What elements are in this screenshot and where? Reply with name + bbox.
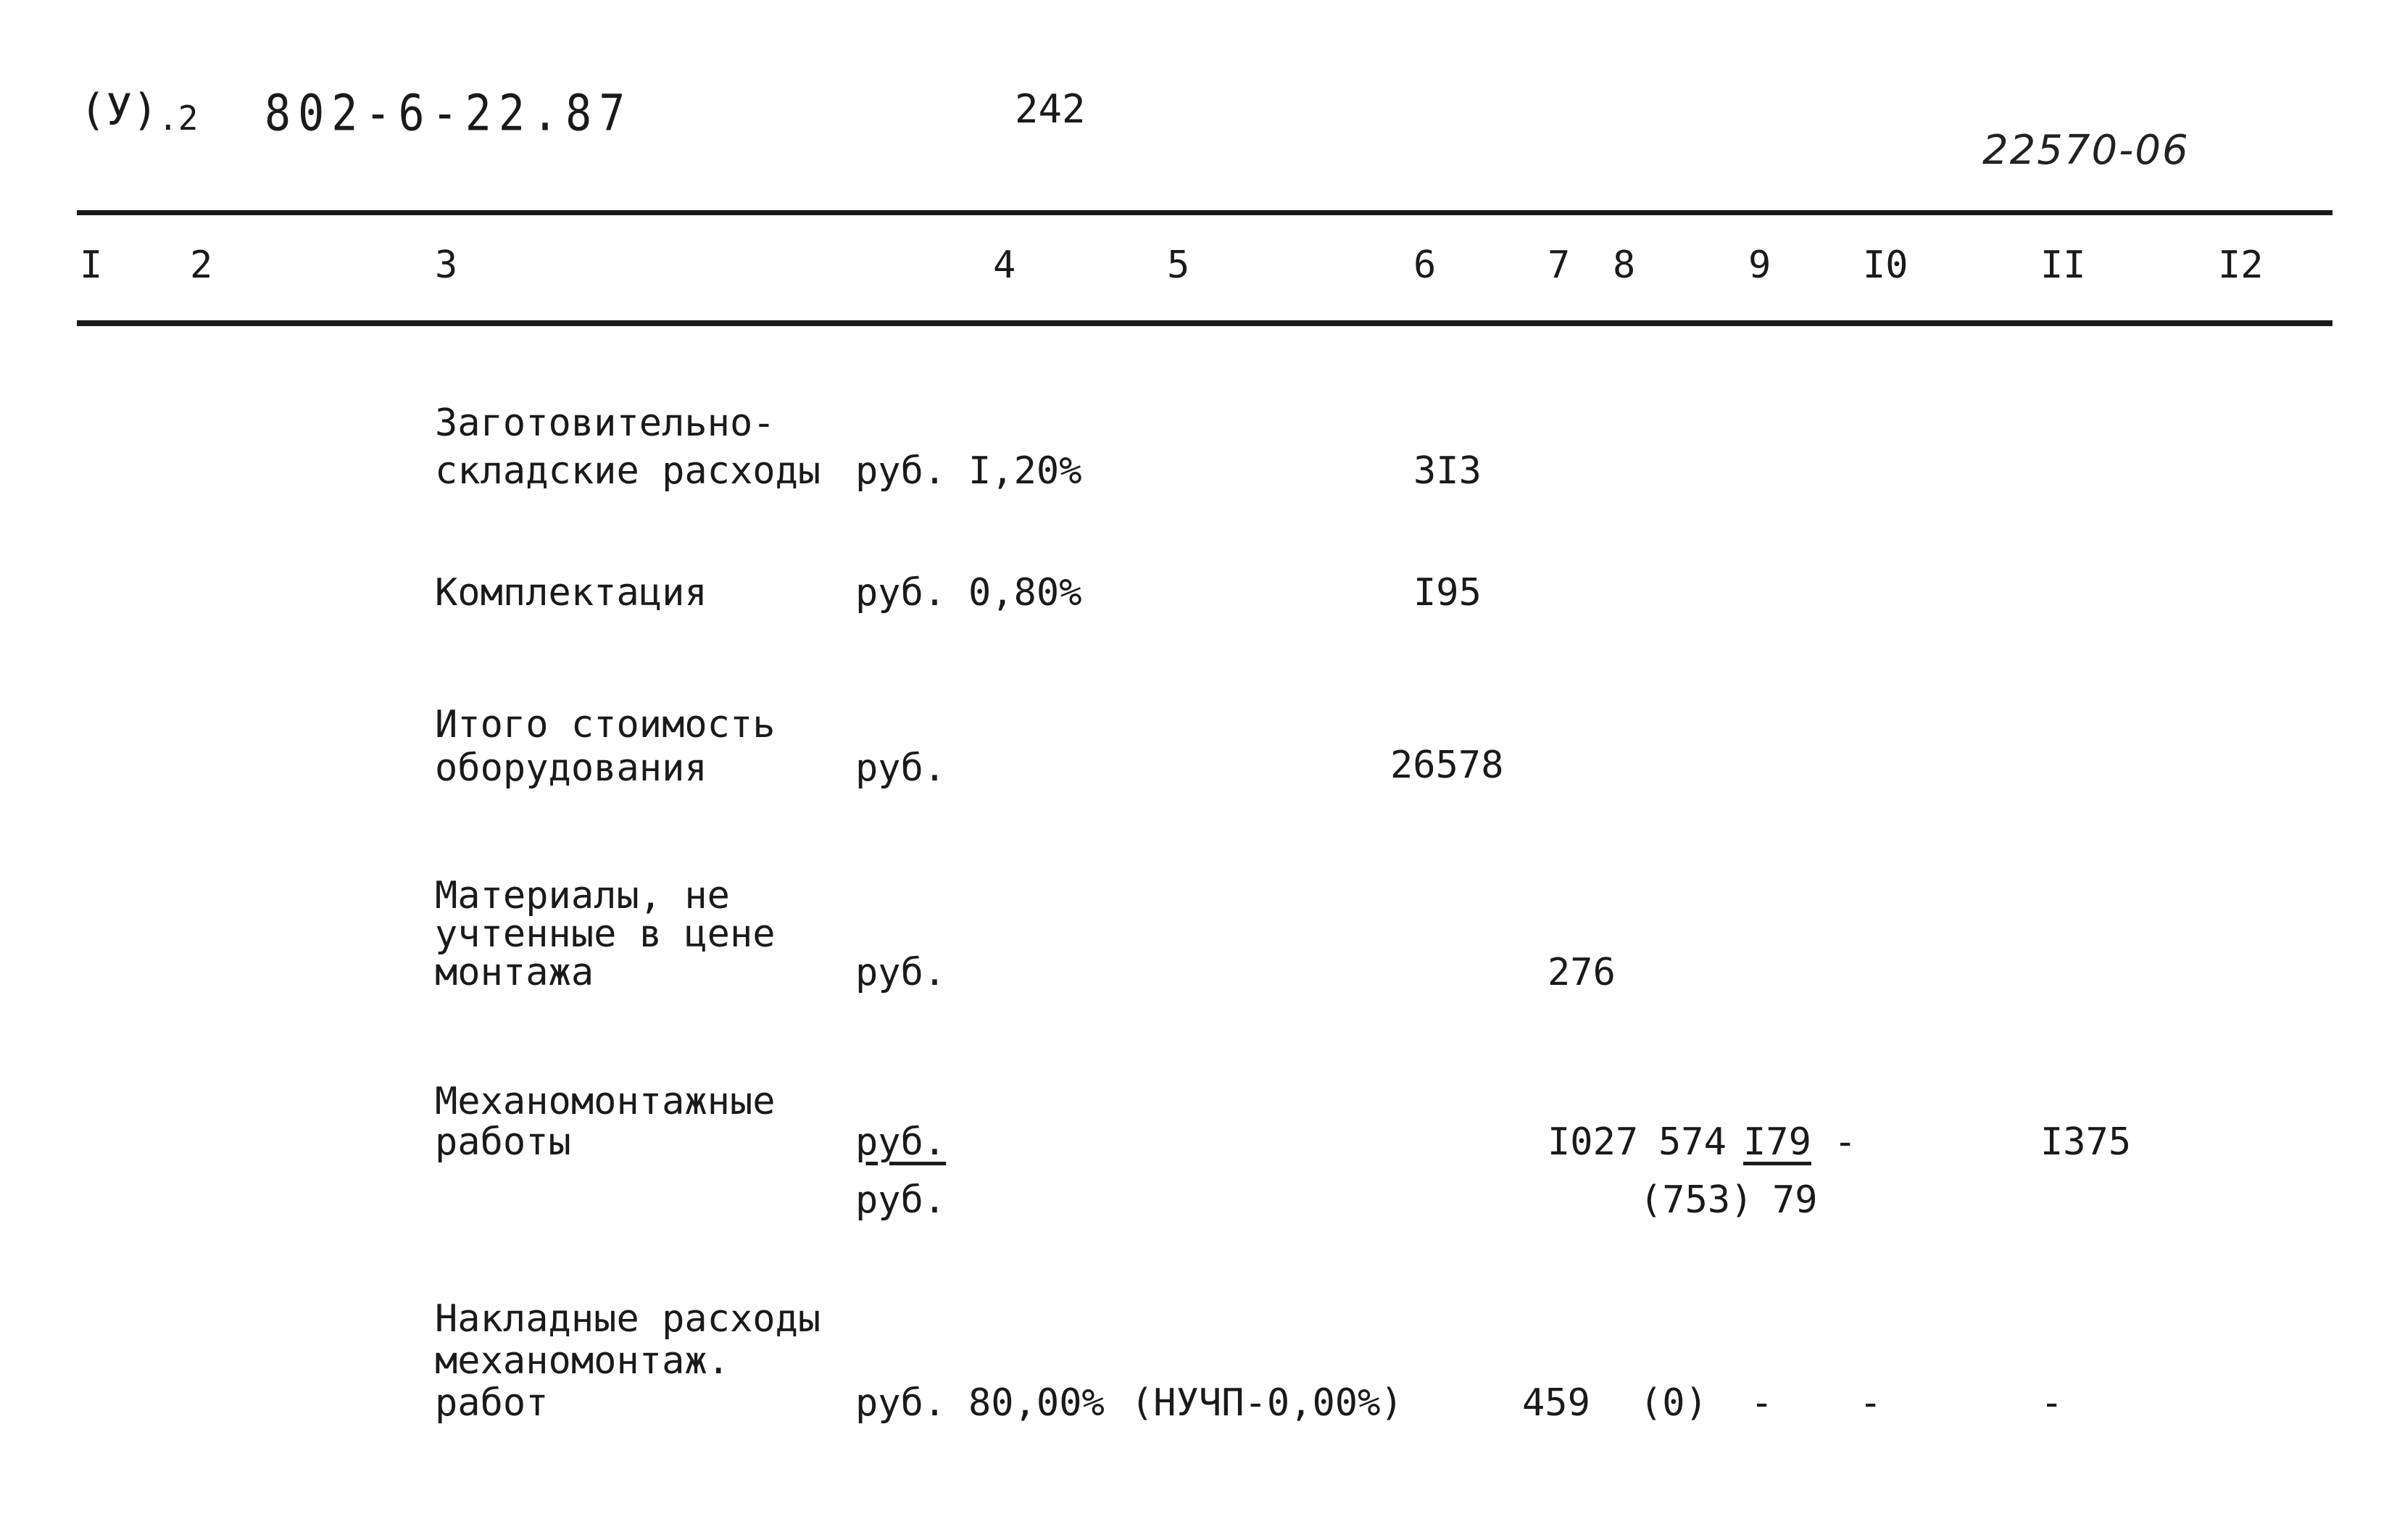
row-label-line: Заготовительно-: [435, 401, 776, 445]
header-rule-top: [77, 210, 2332, 215]
rate-cell: I,20%: [968, 449, 1082, 493]
value-cell-col11: -: [2040, 1381, 2064, 1425]
column-header: 2: [190, 244, 213, 287]
row-label-line: работ: [435, 1381, 549, 1425]
value-cell-col8-sub: (753): [1640, 1178, 1753, 1222]
unit-cell: руб.: [855, 571, 947, 615]
column-header: I: [80, 244, 103, 287]
row-label-line: монтажа: [435, 951, 594, 994]
unit-cell: руб.: [855, 1120, 947, 1164]
value-cell-col8: (0): [1640, 1381, 1708, 1425]
value-cell-col6: 3I3: [1413, 449, 1482, 493]
row-label-line: складские расходы: [435, 449, 821, 493]
value-cell-col9-sub: 79: [1772, 1178, 1818, 1222]
header-rule-bottom: [77, 320, 2332, 326]
value-cell-col10: -: [1834, 1120, 1857, 1164]
unit-cell-secondary: руб.: [855, 1178, 947, 1222]
unit-cell: руб.: [855, 746, 947, 790]
column-header: I2: [2218, 244, 2264, 287]
unit-cell: руб.: [855, 1381, 947, 1425]
value-cell-col7: 276: [1548, 951, 1616, 994]
column-header: 3: [435, 244, 458, 287]
column-header: 5: [1167, 244, 1190, 287]
row-label-line: Накладные расходы: [435, 1297, 821, 1341]
document-code: 802-6-22.87: [265, 84, 633, 143]
column-header: 6: [1413, 244, 1437, 287]
value-cell-col8: 574: [1658, 1120, 1727, 1164]
row-label-line: Итого стоимость: [435, 703, 776, 746]
value-cell-col6: 26578: [1390, 744, 1504, 787]
row-label: Комплектация: [435, 571, 707, 615]
value-cell-col9: -: [1750, 1381, 1774, 1425]
rate-cell: 80,00%: [968, 1381, 1105, 1425]
page-number: 242: [1015, 86, 1086, 132]
value-cell-col6: I95: [1413, 571, 1482, 615]
column-header: 4: [993, 244, 1016, 287]
archive-stamp: 22570-06: [1982, 127, 2190, 174]
row-label-line: механомонтаж.: [435, 1339, 730, 1383]
note-cell: (НУЧП-0,00%): [1131, 1381, 1403, 1425]
row-label-line: работы: [435, 1120, 571, 1164]
value-cell-col9: I79: [1743, 1120, 1811, 1164]
column-header: 8: [1613, 244, 1636, 287]
row-label-line: учтенные в цене: [435, 912, 776, 956]
row-label-line: Механомонтажные: [435, 1080, 776, 1123]
value-cell-col11: I375: [2040, 1120, 2132, 1164]
row-label-line: Материалы, не: [435, 874, 730, 917]
row-label-line: оборудования: [435, 746, 707, 790]
value-cell-col10: -: [1859, 1381, 1882, 1425]
section-mark: (У): [80, 85, 159, 136]
value-cell-col7: I027: [1548, 1120, 1639, 1164]
column-header: II: [2040, 244, 2086, 287]
section-suffix: .2: [158, 99, 199, 138]
unit-cell: руб.: [855, 449, 947, 493]
column-header: 9: [1748, 244, 1771, 287]
column-header: 7: [1548, 244, 1571, 287]
unit-cell: руб.: [855, 951, 947, 994]
value-cell-col7: 459: [1522, 1381, 1590, 1425]
column-header: I0: [1863, 244, 1908, 287]
rate-cell: 0,80%: [968, 571, 1082, 615]
